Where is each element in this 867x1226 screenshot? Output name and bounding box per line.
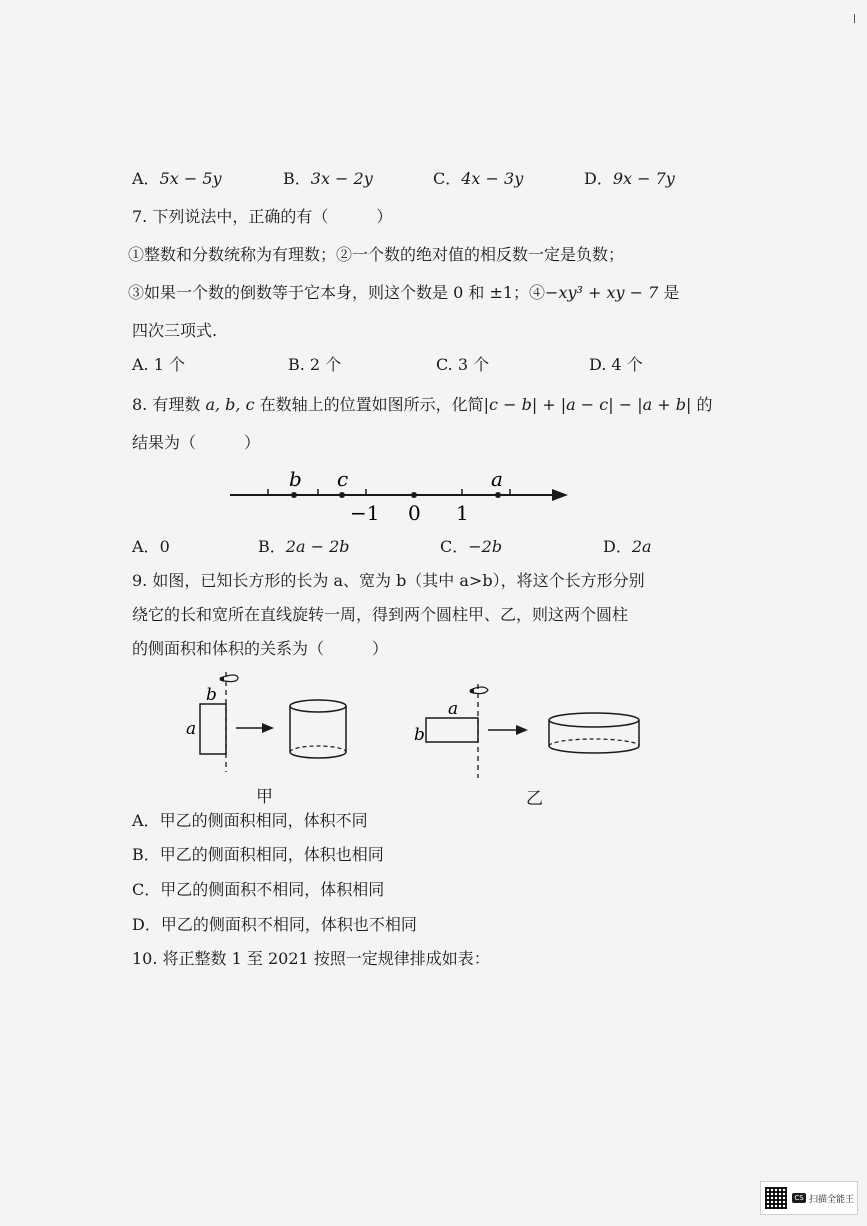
q6-option-c[interactable]: C．4x − 3y: [433, 169, 524, 188]
q6-option-a[interactable]: A．5x − 5y: [132, 169, 222, 188]
label-b-yi: b: [414, 725, 425, 745]
point-label-c: c: [337, 467, 349, 491]
q8-option-b[interactable]: B．2a − 2b: [258, 537, 350, 556]
point-b: [291, 492, 297, 498]
q9-option-c[interactable]: C．甲乙的侧面积不相同，体积相同: [132, 880, 385, 899]
label-a-yi: a: [448, 699, 459, 719]
q10-stem: 10. 将正整数 1 至 2021 按照一定规律排成如表：: [132, 949, 490, 968]
number-line-arrow-icon: [552, 489, 568, 501]
q8-option-d[interactable]: D．2a: [603, 537, 652, 556]
tick-label-0: 0: [408, 501, 421, 525]
transform-arrow-icon: [262, 723, 274, 733]
cs-logo-icon: CS: [792, 1193, 806, 1203]
q7-line1: ①整数和分数统称为有理数；②一个数的绝对值的相反数一定是负数；: [128, 245, 625, 264]
q6-option-d[interactable]: D．9x − 7y: [584, 169, 675, 188]
transform-arrow-icon: [516, 725, 528, 735]
point-zero: [411, 492, 417, 498]
q8-line2: 结果为（ ）: [132, 433, 261, 452]
q9-line2: 绕它的长和宽所在直线旋转一周，得到两个圆柱甲、乙，则这两个圆柱: [132, 605, 629, 624]
label-b-jia: b: [206, 685, 217, 705]
q8-option-c[interactable]: C．−2b: [440, 537, 503, 556]
tick-label-neg1: −1: [350, 501, 380, 525]
q7-option-c[interactable]: C. 3 个: [436, 355, 490, 374]
cylinder-jia-top: [290, 700, 346, 712]
scan-edge-mark: [854, 14, 855, 23]
point-a: [495, 492, 501, 498]
number-line-figure: [226, 462, 576, 528]
q9-option-b[interactable]: B．甲乙的侧面积相同，体积也相同: [132, 845, 384, 864]
label-a-jia: a: [186, 719, 197, 739]
q7-option-b[interactable]: B. 2 个: [288, 355, 342, 374]
q8-option-a[interactable]: A．0: [132, 537, 170, 556]
point-label-b: b: [289, 467, 302, 491]
scanner-watermark: [760, 1181, 858, 1215]
q9-option-d[interactable]: D．甲乙的侧面积不相同，体积也不相同: [132, 915, 417, 934]
figure-yi: [408, 680, 658, 790]
q7-stem: 7. 下列说法中，正确的有（ ）: [132, 207, 393, 226]
q7-line3: 四次三项式.: [132, 321, 218, 340]
figure-name-yi: 乙: [526, 789, 543, 809]
q9-option-a[interactable]: A．甲乙的侧面积相同，体积不同: [132, 811, 368, 830]
qr-code-icon: [765, 1187, 787, 1209]
q8-stem: 8. 有理数 a, b, c 在数轴上的位置如图所示，化简|c − b| + |a − c| − |a + b| 的: [132, 395, 713, 414]
watermark-title: 扫描全能王: [809, 1194, 855, 1205]
q6-option-b[interactable]: B．3x − 2y: [283, 169, 373, 188]
rectangle-jia: [200, 704, 226, 754]
q7-option-d[interactable]: D. 4 个: [589, 355, 643, 374]
cylinder-yi-bottom: [549, 746, 639, 753]
q9-line3: 的侧面积和体积的关系为（ ）: [132, 639, 389, 658]
q9-line1: 9. 如图，已知长方形的长为 a、宽为 b（其中 a>b），将这个长方形分别: [132, 571, 645, 590]
q7-option-a[interactable]: A. 1 个: [132, 355, 185, 374]
cylinder-jia-bottom-hidden: [290, 746, 346, 752]
cylinder-yi-bottom-hidden: [549, 739, 639, 746]
tick-label-1: 1: [456, 501, 469, 525]
q7-line2: ③如果一个数的倒数等于它本身，则这个数是 0 和 ±1；④−xy³ + xy − 7 是: [128, 283, 680, 302]
point-c: [339, 492, 345, 498]
cylinder-jia-bottom: [290, 752, 346, 758]
cylinder-yi-top: [549, 713, 639, 727]
figure-name-jia: 甲: [256, 787, 273, 807]
rectangle-yi: [426, 718, 478, 742]
point-label-a: a: [491, 467, 503, 491]
